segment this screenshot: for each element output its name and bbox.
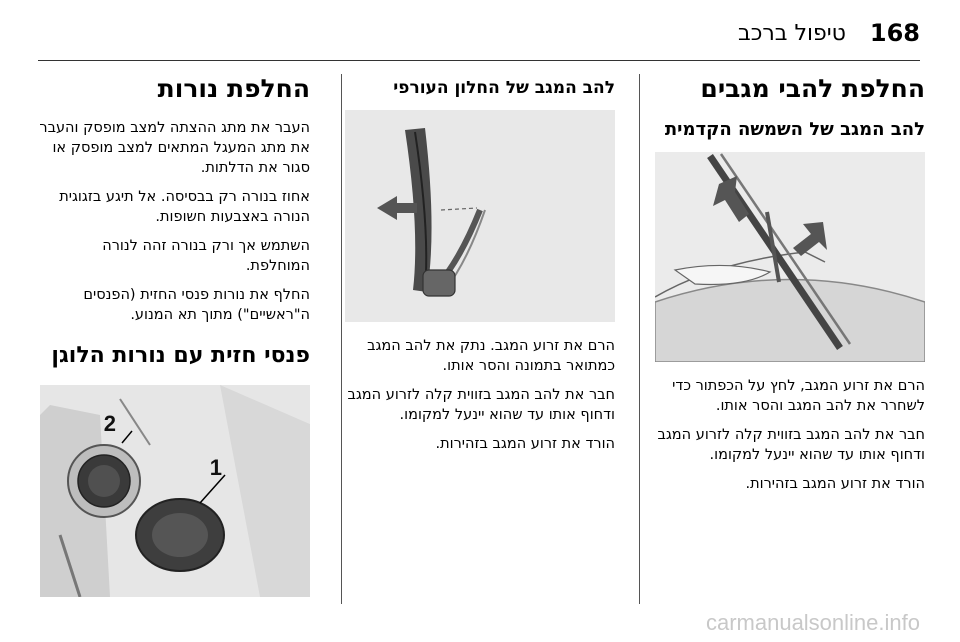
section-title: טיפול ברכב <box>737 20 846 46</box>
header-divider <box>38 60 920 61</box>
figure-halogen-headlight <box>40 385 310 597</box>
column-rear-wiper <box>345 74 615 463</box>
column-divider-right <box>639 74 640 604</box>
paragraph-rear-3: הורד את זרוע המגב בזהירות. <box>435 436 615 452</box>
windshield-wiper-illustration <box>655 152 925 362</box>
heading-rear-window-blade: להב המגב של החלון העורפי <box>393 78 615 98</box>
heading-bulb-replacement: החלפת נורות <box>157 74 310 103</box>
paragraph-bulb-3: השתמש אך ורק בנורה זהה לנורה המוחלפת. <box>102 238 310 274</box>
paragraph-rear-1: הרם את זרוע המגב. נתק את להב המגב כמתואר בתמונה והסר אותו. <box>367 338 615 374</box>
figure-rear-wiper <box>345 110 615 322</box>
column-bulb-replacement <box>38 74 310 611</box>
column-windshield-wiper <box>655 74 925 503</box>
paragraph-windshield-3: הורד את זרוע המגב בזהירות. <box>745 476 925 492</box>
heading-halogen-headlights: פנסי חזית עם נורות הלוגן <box>51 343 310 368</box>
paragraph-windshield-1: הרם את זרוע המגב, לחץ על הכפתור כדי לשחרר את להב המגב והסר אותו. <box>672 378 925 414</box>
figure-windshield-wiper <box>655 152 925 362</box>
heading-replace-wiper-blades: החלפת להבי מגבים <box>700 74 925 103</box>
watermark: carmanualsonline.info <box>705 610 920 635</box>
paragraph-bulb-4: החלף את נורות פנסי החזית (הפנסים ה"ראשיים") מתוך תא המנוע. <box>83 287 310 323</box>
paragraph-bulb-1: העבר את מתג ההצתה למצב מופסק והעבר את מתג המעגל המתאים למצב מופסק או סגור את הדלתות. <box>39 120 310 176</box>
column-divider-left <box>341 74 342 604</box>
figure-label-1: 1 <box>209 455 222 480</box>
subheading-windshield-blade: להב המגב של השמשה הקדמית <box>664 119 925 140</box>
paragraph-rear-2: חבר את להב המגב בזווית קלה לזרוע המגב ודחוף אותו עד שהוא יינעל למקומו. <box>347 387 615 423</box>
page-header <box>40 16 920 50</box>
paragraph-windshield-2: חבר את להב המגב בזווית קלה לזרוע המגב ודחוף אותו עד שהוא יינעל למקומו. <box>657 427 925 463</box>
page-number: 168 <box>869 19 920 47</box>
rear-wiper-illustration <box>345 110 615 322</box>
figure-label-2: 2 <box>103 411 116 436</box>
paragraph-bulb-2: אחוז בנורה רק בבסיסה. אל תיגע בזגוגית הנורה באצבעות חשופות. <box>59 189 310 225</box>
headlight-illustration <box>40 385 310 597</box>
